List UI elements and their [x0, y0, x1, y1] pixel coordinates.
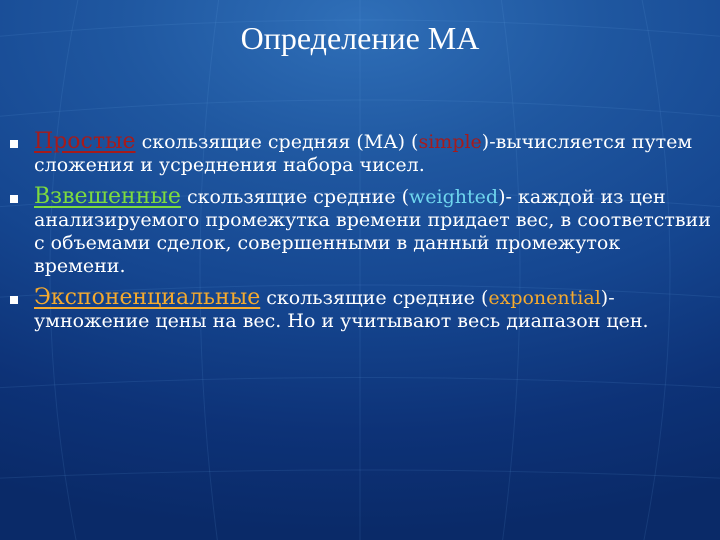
term-simple-en: simple: [418, 131, 482, 153]
bullet-exponential: [10, 286, 715, 333]
square-bullet-icon: [10, 140, 18, 148]
page-title: Определение МА: [240, 20, 480, 56]
bullet-text: скользящие средняя (МА) (: [135, 131, 419, 153]
bullet-text: скользящие средние (: [180, 186, 410, 208]
term-exponential-en: exponential: [488, 287, 601, 309]
bullet-weighted: [10, 185, 715, 278]
bullet-text: )-вычисляется путем сложения и усреднения набора чисел.: [34, 131, 693, 176]
term-simple-ru: Простые: [34, 129, 136, 154]
term-weighted-en: weighted: [409, 186, 499, 208]
term-exponential-ru: Экспоненциальные: [34, 285, 261, 310]
square-bullet-icon: [10, 195, 18, 203]
bullet-text: скользящие средние (: [260, 287, 489, 309]
bullet-text: )- каждой из цен анализируемого промежутка времени придает вес, в соответствии с объемами сделок, совершенными в данный промежуток времени.: [34, 186, 711, 277]
square-bullet-icon: [10, 296, 18, 304]
bullet-simple: [10, 130, 715, 177]
bullet-list: [10, 130, 715, 333]
term-weighted-ru: Взвешенные: [34, 184, 181, 209]
bullet-text: )- умножение цены на вес. Но и учитывают весь диапазон цен.: [34, 287, 649, 332]
